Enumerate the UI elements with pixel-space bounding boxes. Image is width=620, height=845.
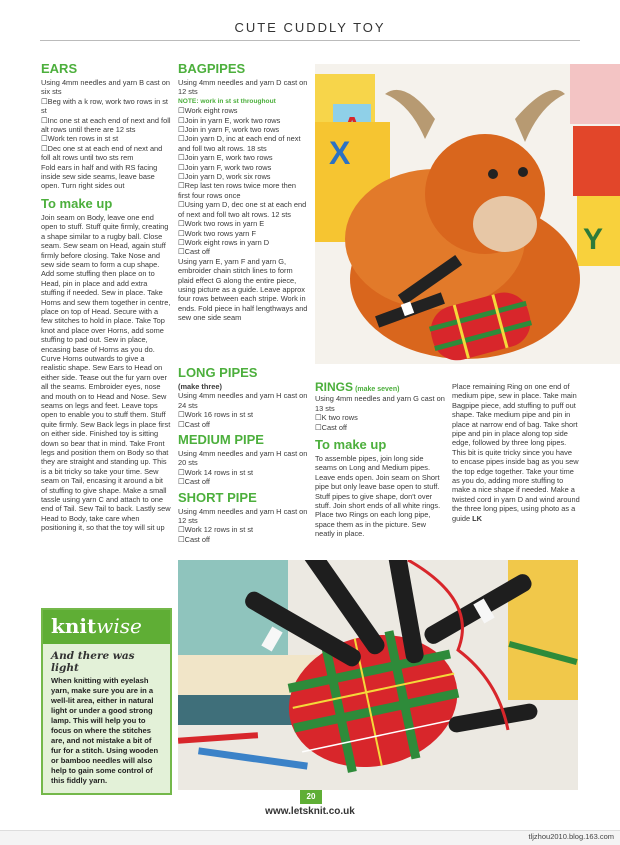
make-up-heading-1: To make up xyxy=(41,195,113,211)
ears-step: ☐ Work ten rows in st st xyxy=(41,134,171,143)
bagpipes-step: ☐ Cast off xyxy=(178,247,308,256)
column-middle-bottom xyxy=(178,366,308,544)
knitwise-title xyxy=(43,610,170,644)
ears-heading: EARS xyxy=(41,61,78,76)
short-pipe-heading: SHORT PIPE xyxy=(178,489,257,505)
photo-bagpipes xyxy=(178,560,578,790)
make-up-text-3 xyxy=(452,382,580,523)
knitwise-title-a: knit xyxy=(51,614,97,638)
column-middle-top xyxy=(178,62,308,323)
column-left xyxy=(41,62,171,533)
bagpipes-step: ☐ Work eight rows xyxy=(178,106,308,115)
knitwise-tip-box xyxy=(41,608,172,795)
bagpipes-illustration xyxy=(178,560,578,790)
column-fourth xyxy=(452,382,580,523)
page-header-title: CUTE CUDDLY TOY xyxy=(234,20,386,35)
medium-pipe-intro: Using 4mm needles and yarn H cast on 20 sts xyxy=(178,449,308,468)
bagpipes-note: NOTE: work in st st throughout xyxy=(178,97,276,105)
toy-block xyxy=(570,64,620,124)
make-up-heading-2: To make up xyxy=(315,437,387,453)
signoff: LK xyxy=(472,513,483,523)
bagpipes-step: ☐ Work two rows yarn F xyxy=(178,229,308,238)
short-pipe-step: ☐ Cast off xyxy=(178,535,308,544)
bagpipes-intro: Using 4mm needles and yarn D cast on 12 sts xyxy=(178,78,308,97)
ears-step: ☐ Inc one st at each end of next and foll alt rows until there are 12 sts xyxy=(41,116,171,135)
block-letter: Y xyxy=(583,223,604,256)
make-up-text-3-body: Place remaining Ring on one end of medium pipe, sew in place. Take main Bagpipe piece, add stuffing to puff out shape. Take medium pipe and pin in place at narrow end of bag. Take short pipe and pin in place along top side edge, followed by three long pipes. This bit is quite tricky since you have to encase pipes inside bag as you sew the top edge together. Take your time as you do, adding more stuffing to make a nice shape if needed. Make a twisted cord in yarn D and wind around the three long pipes, using photo as a guide xyxy=(452,382,580,523)
photo-highland-cow xyxy=(315,64,620,364)
rings-heading-row xyxy=(315,380,445,394)
column-third xyxy=(315,380,445,539)
rings-heading: RINGS xyxy=(315,380,354,394)
short-pipe-intro: Using 4mm needles and yarn H cast on 12 sts xyxy=(178,506,308,526)
long-pipes-sub: (make three) xyxy=(178,382,222,391)
bagpipes-outro: Using yarn E, yarn F and yarn G, embroider chain stitch lines to form plaid effect G along the entire piece, using picture as a guide. Leave approx four rows between each stripe. Work in ends. Fold piece in half lengthways and sew one side seam xyxy=(178,256,308,323)
long-pipes-step: ☐ Work 16 rows in st st xyxy=(178,410,308,419)
long-pipes-step: ☐ Cast off xyxy=(178,420,308,429)
ears-step: ☐ Dec one st at each end of next and foll alt rows until two sts rem xyxy=(41,144,171,163)
toy-block xyxy=(573,126,620,196)
knitwise-title-b: wise xyxy=(96,614,142,638)
bagpipes-heading: BAGPIPES xyxy=(178,61,246,76)
bagpipes-step: ☐ Join in yarn F, work two rows xyxy=(178,125,308,134)
header-rule xyxy=(40,40,580,41)
bagpipes-step: ☐ Join yarn D, work six rows xyxy=(178,172,308,181)
long-pipes-heading: LONG PIPES xyxy=(178,365,258,380)
website-url[interactable]: www.letsknit.co.uk xyxy=(265,806,355,817)
long-pipes-intro: Using 4mm needles and yarn H cast on 24 sts xyxy=(178,391,308,410)
footer-bar xyxy=(0,830,620,845)
ears-step: ☐ Beg with a k row, work two rows in st st xyxy=(41,97,171,116)
rings-step: ☐ K two rows xyxy=(315,413,445,422)
rings-step: ☐ Cast off xyxy=(315,423,445,432)
bagpipes-step: ☐ Join yarn E, work two rows xyxy=(178,153,308,162)
page-number: 20 xyxy=(300,790,322,804)
medium-pipe-heading: MEDIUM PIPE xyxy=(178,432,264,448)
medium-pipe-step: ☐ Cast off xyxy=(178,477,308,486)
make-up-text-2: To assemble pipes, join long side seams on Long and Medium pipes. Leave ends open. Join seam on Short pipe but only leave base open to stuff. Stuff pipes to give shape, don't over stuff. Join short ends of all white rings. Place two Rings on each long pipe, space them as in the picture. Sew neatly in place. xyxy=(315,454,441,539)
ears-intro: Using 4mm needles and yarn B cast on six sts xyxy=(41,78,170,97)
medium-pipe-step: ☐ Work 14 rows in st st xyxy=(178,468,308,477)
short-pipe-step: ☐ Work 12 rows in st st xyxy=(178,525,308,534)
highland-cow-illustration xyxy=(315,64,620,364)
watermark-text: tljzhou2010.blog.163.com xyxy=(528,832,614,841)
bagpipes-step: ☐ Using yarn D, dec one st at each end of next and foll two alt rows. 12 sts xyxy=(178,200,308,219)
bagpipes-step: ☐ Join in yarn E, work two rows xyxy=(178,116,308,125)
bagpipes-step: ☐ Work eight rows in yarn D xyxy=(178,238,308,247)
bagpipes-step: ☐ Work two rows in yarn E xyxy=(178,219,308,228)
block-letter: X xyxy=(329,135,351,171)
ears-outro: Fold ears in half and with RS facing inside sew side seams, leave base open. Turn right sides out xyxy=(41,162,158,191)
make-up-text-1: Join seam on Body, leave one end open to stuff. Stuff quite firmly, creating a shape similar to a rugby ball. Close seam. Sew seam on Head, again stuff firmly before closing. Take Nose and sew side seam to form a cup shape. Add some stuffing then place on to Head, pin in place and add extra stuffing if needed. Sew in place. Take Horns and sew them together in centre, place on top of Head. Secure with a few stitches to hold in place. Take Top knot and place over Horns, add some stuffing to pad out. Sew in place, encasing base of Horns as you do. Curve Horns outwards to give a realistic shape. Sew Ears to Head on either side. Tease out the fur yarn over all the seams. Embroider eyes, nose and mouth on to Head and Nose. Sew seams on legs and feet. Leave tops open to enable you to stuff them. Stuff quite firmly. Sew Back legs in place first on either side. Finished toy is sitting down so bear that in mind. Take Front legs and position them on Body so that they are straight and standing up. This is a bit tricky so take your time. Sew seam on Tail, encasing it around a bit of stuffing to give shape. Make a small tassle using yarn C and attach to one end of Tail. Sew Tail to back. Lastly sew Head to Body, take care when positioning it, so that the toy will sit up xyxy=(41,212,171,533)
rings-intro: Using 4mm needles and yarn G cast on 13 sts xyxy=(315,394,445,413)
knitwise-subtitle: And there was light xyxy=(51,650,135,674)
knitwise-text: When knitting with eyelash yarn, make sure you are in a well-lit area, either in natural light or under a good strong lamp. This will help you to focus on where the stitches are, and not mistake a bit of fur for a stitch. Using wooden or bamboo needles will also help to gain some control of this fiddly yarn. xyxy=(51,676,159,785)
bagpipes-step: ☐ Join yarn D, inc at each end of next and foll two alt rows. 18 sts xyxy=(178,134,308,153)
bagpipes-step: ☐ Join yarn F, work two rows xyxy=(178,163,308,172)
rings-sub: (make seven) xyxy=(355,386,400,393)
bagpipes-step: ☐ Rep last ten rows twice more then first four rows once xyxy=(178,181,308,200)
